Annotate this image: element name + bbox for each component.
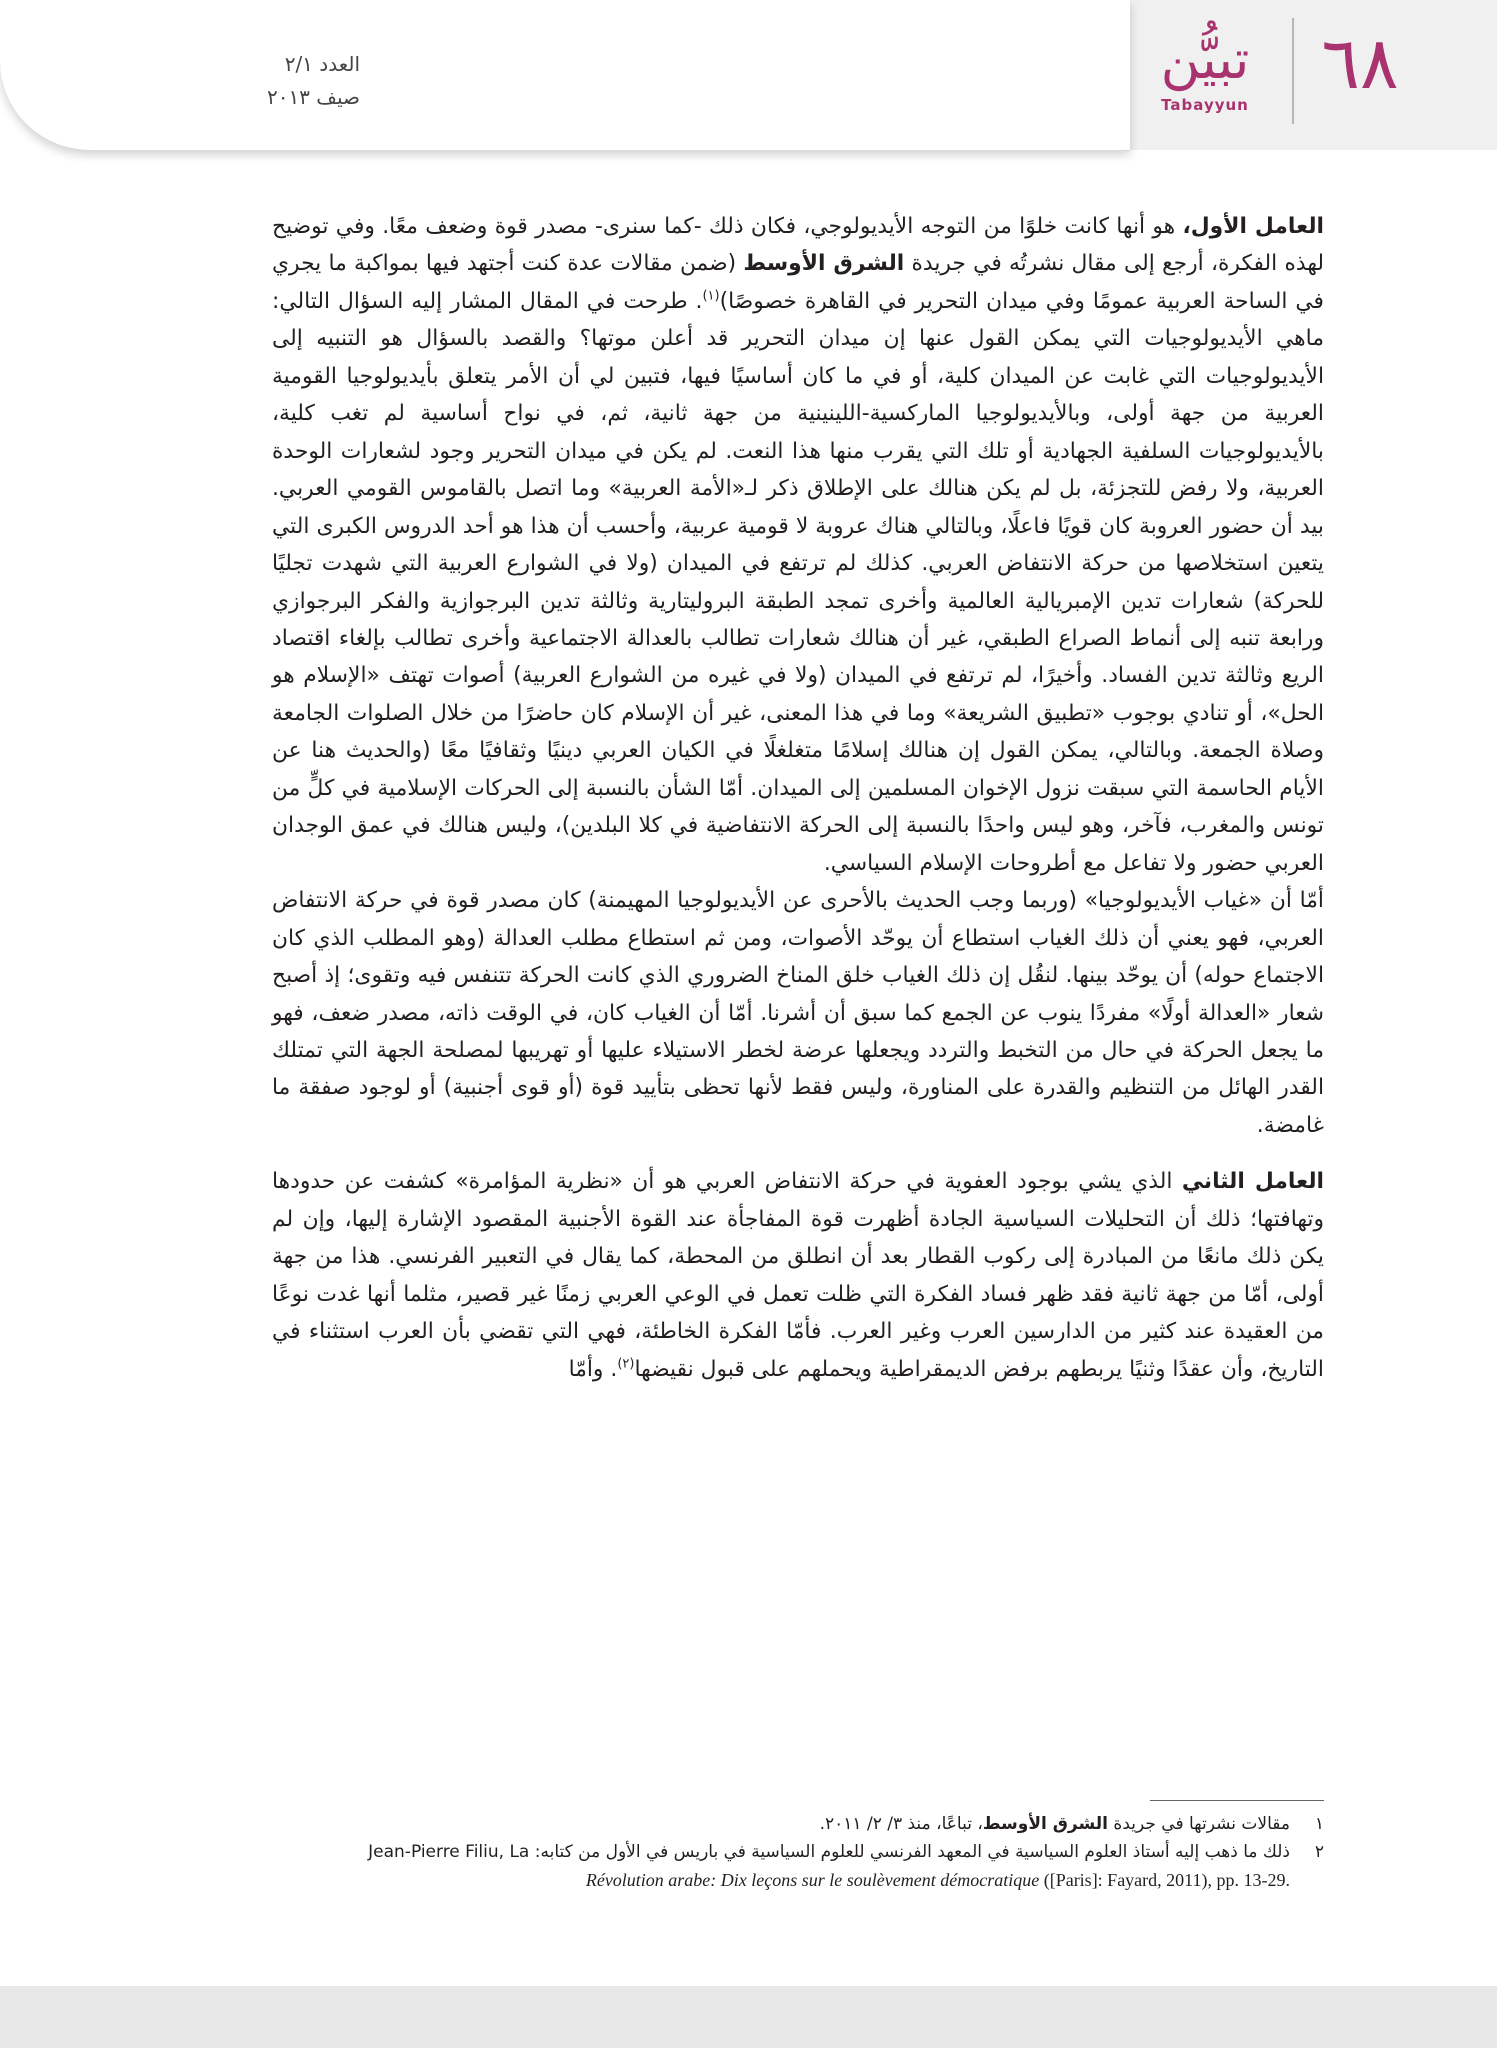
footnote-ref-1[interactable]: (١) xyxy=(702,288,720,304)
paragraph-3-text-a: الذي يشي بوجود العفوية في حركة الانتفاض العربي هو أن «نظرية المؤامرة» كشفت عن حدودها وتهافتها؛ ذلك أن التحليلات السياسية الجادة أظهرت قوة المفاجأة عند القوة الأجنبية المقصود الإشارة إليها، وإن لم يكن ذلك مانعًا من المبادرة إلى ركوب القطار بعد أن انطلق من المحطة، كما يقال في التعبير الفرنسي. هذا من جهة أولى، أمّا من جهة ثانية فقد ظهر فساد الفكرة التي ظلت تعمل في الوعي العربي زمنًا غير قصير، مثلما أنها غدت نوعًا من العقيدة عند كثير من الدارسين العرب وغير العرب. فأمّا الفكرة الخاطئة، فهي التي تقضي بأن العرب استثناء في التاريخ، وأن عقدًا وثنيًا يربطهم برفض الديمقراطية ويحملهم على قبول نقيضها xyxy=(272,1169,1324,1382)
page-number: ٦٨ xyxy=(1321,21,1399,105)
newspaper-name: الشرق الأوسط xyxy=(743,251,905,277)
logo-divider xyxy=(1292,18,1294,124)
factor-two-lead: العامل الثاني xyxy=(1181,1169,1324,1195)
footnotes xyxy=(272,1810,1324,1894)
footnote-separator xyxy=(1150,1800,1324,1801)
header-card xyxy=(0,0,1130,151)
paragraph-1-text-c: . طرحت في المقال المشار إليه السؤال التالي: ماهي الأيديولوجيات التي يمكن القول عنها إن ميدان التحرير قد أعلن موتها؟ والقصد بالسؤال هو التنبيه إلى الأيديولوجيات التي غابت عن الميدان كلية، أو في ما كان أساسيًا فيها، فتبين لي أن الأمر يتعلق بأيديولوجيا القومية العربية من جهة أولى، وبالأيديولوجيا الماركسية-اللينينية من جهة ثانية، ثم، في نواح أساسية لم تغب كلية، بالأيديولوجيات السلفية الجهادية أو تلك التي يقرب منها هذا النعت. لم يكن في ميدان التحرير وجود لشعارات الوحدة العربية، ولا رفض للتجزئة، بل لم يكن هنالك على الإطلاق ذكر لـ«الأمة العربية» وما اتصل بالقاموس القومي العربي. بيد أن حضور العروبة كان قويًا فاعلًا، وبالتالي هناك عروبة لا قومية عربية، وأحسب أن هذا هو أحد الدروس الكبرى التي يتعين استخلاصها من حركة الانتفاض العربي. كذلك لم ترتفع في الميدان (ولا في الشوارع العربية التي شهدت تجليًا للحركة) شعارات تدين الإمبريالية العالمية وأخرى تمجد الطبقة البروليتارية وثالثة تدين البرجوازية والفكر البرجوازي ورابعة تنبه إلى أنماط الصراع الطبقي، غير أن هنالك شعارات تطالب بالعدالة الاجتماعية وأخرى تطالب بإلغاء اقتصاد الريع وثالثة تدين الفساد. وأخيرًا، لم ترتفع في الميدان (ولا في غيره من الشوارع العربية) أصوات تهتف «الإسلام هو الحل»، أو تنادي بوجوب «تطبيق الشريعة» وما في هذا المعنى، غير أن الإسلام كان حاضرًا من خلال الصلوات الجامعة وصلاة الجمعة. وبالتالي، يمكن القول إن هنالك إسلامًا متغلغلًا في الكيان العربي دينيًا وثقافيًا معًا (والحديث هنا عن الأيام الحاسمة التي سبقت نزول الإخوان المسلمين إلى الميدان. أمّا الشأن بالنسبة إلى الحركات الإسلامية في كلٍّ من تونس والمغرب، فآخر، وهو ليس واحدًا بالنسبة إلى الحركة الانتفاضية في كلا البلدين)، وليس هنالك في عمق الوجدان العربي حضور ولا تفاعل مع أطروحات الإسلام السياسي. xyxy=(272,288,1324,876)
journal-logo: تبيُّن xyxy=(1160,28,1250,91)
footnote-1-text-a: مقالات نشرتها في جريدة xyxy=(1108,1814,1290,1834)
factor-one-lead: العامل الأول، xyxy=(1182,214,1324,239)
issue-label: العدد ٢/١ xyxy=(284,52,360,76)
paragraph-3-text-b: . وأمّا xyxy=(568,1356,618,1382)
paragraph-1-text-b: (ضمن مقالات عدة كنت أجتهد فيها بمواكبة ما يجري في الساحة العربية عمومًا وفي ميدان التحرير في القاهرة خصوصًا) xyxy=(272,251,1324,314)
issue-info xyxy=(250,48,360,114)
article-body xyxy=(272,208,1324,1388)
paragraph-1 xyxy=(272,208,1324,882)
footnote-1-number: ١ xyxy=(1314,1814,1324,1834)
footnote-1-text-b: ، تباعًا، منذ ٣/ ٢/ ٢٠١١. xyxy=(819,1814,983,1834)
footnote-2-book-title: Révolution arabe: Dix leçons sur le soulèvement démocratique xyxy=(585,1870,1040,1890)
paragraph-2: أمّا أن «غياب الأيديولوجيا» (وربما وجب الحديث بالأحرى عن الأيديولوجيا المهيمنة) كان مصدر قوة في حركة الانتفاض العربي، فهو يعني أن ذلك الغياب استطاع أن يوحّد الأصوات، ومن ثم استطاع مطلب العدالة (وهو المطلب الذي كان الاجتماع حوله) أن يوحّد بينها. لنقُل إن ذلك الغياب خلق المناخ الضروري الذي كانت الحركة تتنفس فيه وتقوى؛ إذ أصبح شعار «العدالة أولًا» مفردًا ينوب عن الجمع كما سبق أن أشرنا. أمّا أن الغياب كان، في الوقت ذاته، مصدر ضعف، فهو ما يجعل الحركة في حال من التخبط والتردد ويجعلها عرضة لخطر الاستيلاء عليها أو تهريبها لمصلحة الجهة التي تمتلك القدر الهائل من التنظيم والقدرة على المناورة، وليس فقط لأنها تحظى بتأييد قوة (أو قوى أجنبية) أو لوجود صفقة ما غامضة. xyxy=(272,888,1324,1138)
footnote-2-publication: ([Paris]: Fayard, 2011), pp. 13-29. xyxy=(1039,1870,1290,1890)
footnote-ref-2[interactable]: (٢) xyxy=(617,1356,635,1372)
journal-logo-latin: Tabayyun xyxy=(1161,96,1249,114)
footnote-2-citation xyxy=(272,1866,1324,1894)
footnote-1-text xyxy=(272,1810,1290,1838)
footnote-2-text: ذلك ما ذهب إليه أستاذ العلوم السياسية في المعهد الفرنسي للعلوم السياسية في باريس في الأول من كتابه: Jean-Pierre Filiu, La xyxy=(368,1842,1290,1862)
footnote-2-number: ٢ xyxy=(1314,1842,1324,1862)
footnote-2 xyxy=(272,1838,1324,1866)
season-label: صيف ٢٠١٣ xyxy=(266,85,360,109)
paragraph-1-text-a: هو أنها كانت خلوًا من التوجه الأيديولوجي، فكان ذلك -كما سنرى- مصدر قوة وضعف معًا. وفي توضيح لهذه الفكرة، أرجع إلى مقال نشرتُه في جريدة xyxy=(272,214,1325,277)
footnote-1-newspaper: الشرق الأوسط xyxy=(982,1814,1109,1834)
paragraph-3 xyxy=(272,1163,1324,1388)
bottom-band xyxy=(0,1986,1497,2048)
footnote-1 xyxy=(272,1810,1324,1838)
